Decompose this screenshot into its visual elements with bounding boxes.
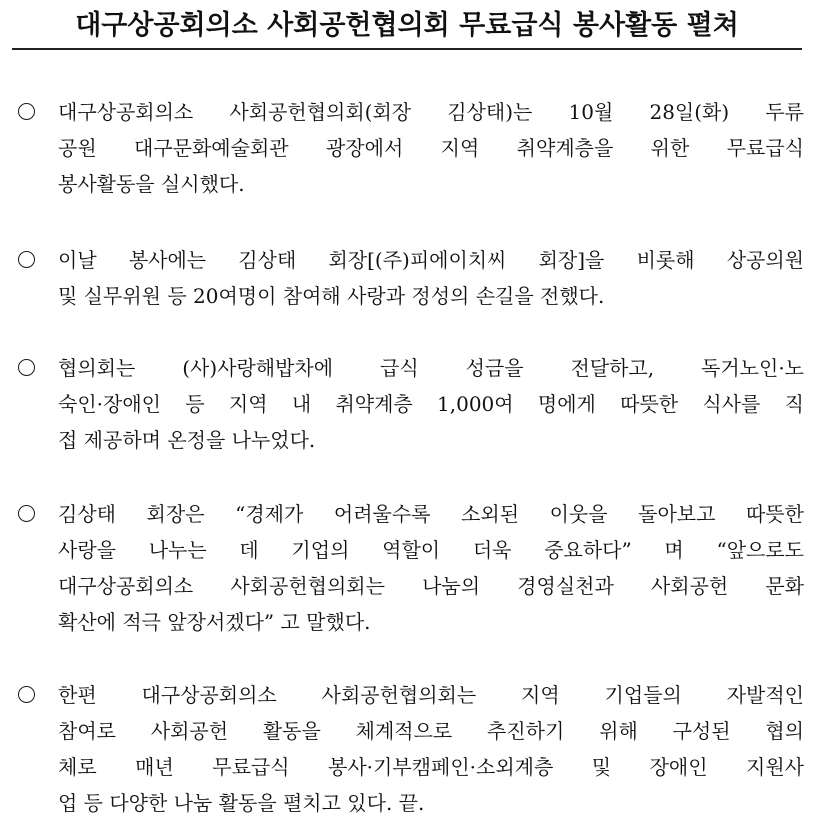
paragraph-line: 대구상공회의소 사회공헌협의회는 나눔의 경영실천과 사회공헌 문화 <box>58 574 804 598</box>
paragraph-line: 협의회는 (사)사랑해밥차에 급식 성금을 전달하고, 독거노인·노 <box>58 356 804 380</box>
paragraph-line: 한편 대구상공회의소 사회공헌협의회는 지역 기업들의 자발적인 <box>58 683 804 707</box>
paragraph-line: 접 제공하며 온정을 나누었다. <box>58 428 316 452</box>
paragraph-line: 체로 매년 무료급식 봉사·기부캠페인·소외계층 및 장애인 지원사 <box>58 755 804 779</box>
paragraph-line: 숙인·장애인 등 지역 내 취약계층 1,000여 명에게 따뜻한 식사를 직 <box>58 392 804 416</box>
circle-bullet-icon <box>18 103 35 120</box>
paragraph-line: 대구상공회의소 사회공헌협의회(회장 김상태)는 10월 28일(화) 두류 <box>58 100 804 124</box>
paragraph-line: 사랑을 나누는 데 기업의 역할이 더욱 중요하다” 며 “앞으로도 <box>58 538 804 562</box>
paragraph-line: 김상태 회장은 “경제가 어려울수록 소외된 이웃을 돌아보고 따뜻한 <box>58 502 804 526</box>
circle-bullet-icon <box>18 505 35 522</box>
paragraph-line: 이날 봉사에는 김상태 회장[(주)피에이치씨 회장]을 비롯해 상공의원 <box>58 248 804 272</box>
paragraph-line: 및 실무위원 등 20여명이 참여해 사랑과 정성의 손길을 전했다. <box>58 284 605 308</box>
circle-bullet-icon <box>18 359 35 376</box>
paragraph-line: 봉사활동을 실시했다. <box>58 172 245 196</box>
page-title: 대구상공회의소 사회공헌협의회 무료급식 봉사활동 펼쳐 <box>12 6 802 50</box>
circle-bullet-icon <box>18 686 35 703</box>
paragraph-line: 참여로 사회공헌 활동을 체계적으로 추진하기 위해 구성된 협의 <box>58 719 804 743</box>
paragraph-line: 확산에 적극 앞장서겠다” 고 말했다. <box>58 610 371 634</box>
paragraph-line: 업 등 다양한 나눔 활동을 펼치고 있다. 끝. <box>58 791 425 815</box>
circle-bullet-icon <box>18 251 35 268</box>
paragraph-line: 공원 대구문화예술회관 광장에서 지역 취약계층을 위한 무료급식 <box>58 136 804 160</box>
